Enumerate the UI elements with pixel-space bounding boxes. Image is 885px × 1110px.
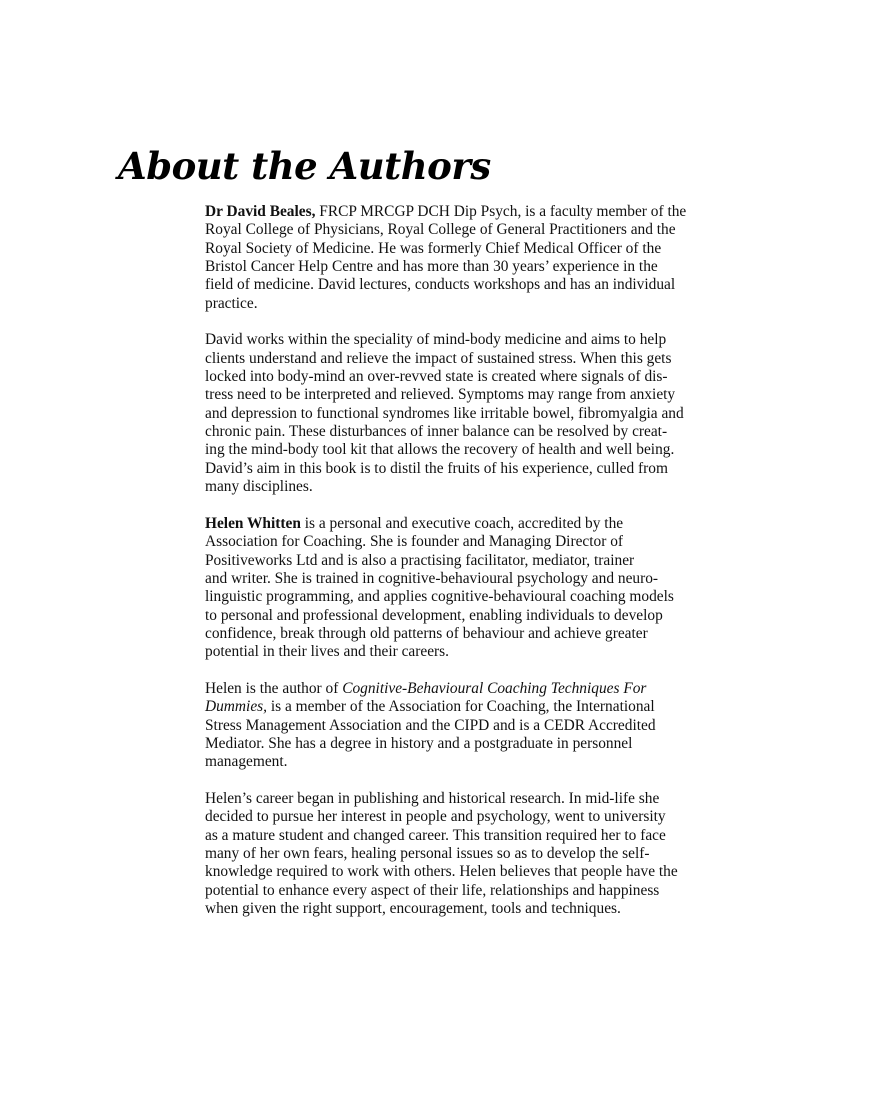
text-line: confidence, break through old patterns of behaviour and achieve greater (205, 624, 648, 642)
text-line: Dummies, is a member of the Association for Coaching, the International (205, 698, 655, 716)
text-line: linguistic programming, and applies cognitive-behavioural coaching models (205, 588, 674, 606)
text-line: many disciplines. (205, 478, 313, 496)
author-name-helen-whitten: Helen Whitten (205, 514, 301, 532)
bio-paragraph-helen-credentials (205, 515, 775, 662)
text-line: and depression to functional syndromes like irritable bowel, fibromyalgia and (205, 404, 684, 422)
text-line: Helen is the author of Cognitive-Behavioural Coaching Techniques For (205, 679, 647, 697)
text-line: Bristol Cancer Help Centre and has more than 30 years’ experience in the (205, 258, 658, 276)
book-title-continued: Dummies, (205, 698, 267, 716)
text-line: Stress Management Association and the CIPD and is a CEDR Accredited (205, 716, 656, 734)
text-line: practice. (205, 294, 258, 312)
text-line: Helen Whitten is a personal and executive coach, accredited by the (205, 514, 624, 532)
text-line: Helen’s career began in publishing and historical research. In mid-life she (205, 790, 660, 807)
text-line: when given the right support, encouragement, tools and techniques. (205, 900, 621, 918)
text-line: decided to pursue her interest in people and psychology, went to university (205, 808, 666, 826)
bio-paragraph-david-credentials (205, 203, 775, 313)
text-line: Royal Society of Medicine. He was formerly Chief Medical Officer of the (205, 239, 662, 257)
text-line: Association for Coaching. She is founder and Managing Director of (205, 533, 624, 551)
page-title: About the Authors (118, 144, 491, 188)
text-line: David’s aim in this book is to distil the fruits of his experience, culled from (205, 459, 668, 477)
text-line: management. (205, 753, 288, 771)
text-line: tress need to be interpreted and relieved. Symptoms may range from anxiety (205, 386, 676, 404)
book-title: Cognitive-Behavioural Coaching Techniques For (342, 679, 647, 697)
text-line: chronic pain. These disturbances of inner balance can be resolved by creat- (205, 423, 668, 441)
text-line: field of medicine. David lectures, conducts workshops and has an individual (205, 276, 676, 294)
text-line: David works within the speciality of mind-body medicine and aims to help (205, 331, 667, 349)
bio-paragraph-david-work (205, 331, 775, 496)
text-line: Dr David Beales, FRCP MRCGP DCH Dip Psych, is a faculty member of the (205, 203, 687, 220)
text-line: clients understand and relieve the impact of sustained stress. When this gets (205, 349, 672, 367)
text-line: knowledge required to work with others. Helen believes that people have the (205, 863, 678, 881)
author-name-david-beales: Dr David Beales, (205, 203, 316, 220)
author-bios (205, 203, 775, 937)
text-line: potential in their lives and their careers. (205, 643, 450, 661)
text-line: as a mature student and changed career. This transition required her to face (205, 826, 666, 844)
bio-paragraph-helen-author (205, 680, 775, 772)
text-line: and writer. She is trained in cognitive-behavioural psychology and neuro- (205, 569, 659, 587)
text-line: Positiveworks Ltd and is also a practising facilitator, mediator, trainer (205, 551, 635, 569)
text-line: locked into body-mind an over-revved state is created where signals of dis- (205, 368, 668, 386)
text-line: Royal College of Physicians, Royal College of General Practitioners and the (205, 221, 676, 239)
bio-paragraph-helen-career (205, 790, 775, 918)
text-line: ing the mind-body tool kit that allows the recovery of health and well being. (205, 441, 675, 459)
text-line: many of her own fears, healing personal issues so as to develop the self- (205, 845, 650, 863)
text-line: Mediator. She has a degree in history and a postgraduate in personnel (205, 734, 633, 752)
text-line: potential to enhance every aspect of their life, relationships and happiness (205, 881, 660, 899)
text-line: to personal and professional development, enabling individuals to develop (205, 606, 663, 624)
